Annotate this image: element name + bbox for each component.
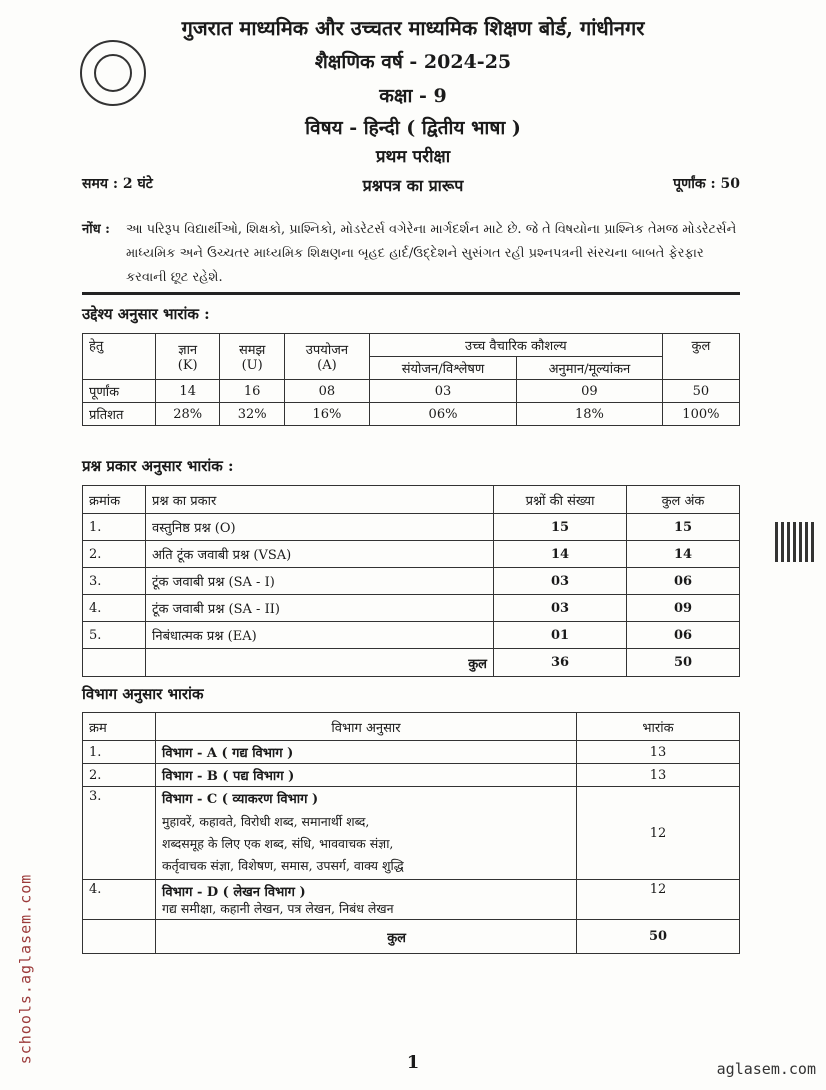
total-row (83, 649, 740, 677)
table-cell: 03 (369, 380, 516, 403)
table-cell: विभाग - B ( पद्य विभाग ) (156, 764, 577, 787)
table-cell: 16 (220, 380, 284, 403)
header-evaluation: अनुमान/मूल्यांकन (517, 357, 663, 380)
table-row (83, 541, 740, 568)
table-cell: 14 (494, 541, 627, 568)
table-cell: 28% (155, 403, 219, 426)
table-cell: अति टूंक जवाबी प्रश्न (VSA) (146, 541, 494, 568)
table-cell: 01 (494, 622, 627, 649)
table-cell: 36 (494, 649, 627, 677)
table-cell: 06% (369, 403, 516, 426)
divider (82, 292, 740, 295)
header-application: उपयोजन (A) (284, 334, 369, 380)
header-no: क्रम (83, 713, 156, 741)
header-knowledge: ज्ञान (K) (155, 334, 219, 380)
header-marks: कुल अंक (627, 486, 740, 514)
table-row (83, 403, 740, 426)
site-watermark: aglasem.com (716, 1060, 816, 1078)
table-cell: 15 (494, 514, 627, 541)
table-row (83, 764, 740, 787)
table-cell: 1. (83, 741, 156, 764)
table-cell: विभाग - A ( गद्य विभाग ) (156, 741, 577, 764)
page-number: 1 (406, 1052, 420, 1073)
header-synthesis: संयोजन/विश्लेषण (369, 357, 516, 380)
table-cell: 32% (220, 403, 284, 426)
total-row (83, 920, 740, 954)
header-no: क्रमांक (83, 486, 146, 514)
table-cell: 09 (517, 380, 663, 403)
table-cell (83, 920, 156, 954)
table-row (83, 514, 740, 541)
table-row (83, 741, 740, 764)
header-hetu: हेतु (83, 334, 156, 380)
academic-year: शैक्षणिक वर्ष - 2024-25 (314, 51, 512, 73)
table-cell: कुल (156, 920, 577, 954)
table-cell: 13 (577, 741, 740, 764)
note-label: नोंध : (82, 222, 110, 237)
table-cell: 4. (83, 880, 156, 920)
table-cell: 50 (662, 380, 739, 403)
subject-label: विषय - हिन्दी ( द्वितीय भाषा ) (305, 117, 521, 139)
table-row (83, 595, 740, 622)
table-cell: 12 (577, 787, 740, 880)
table-cell: 03 (494, 595, 627, 622)
table-cell: पूर्णांक (83, 380, 156, 403)
note (82, 218, 742, 290)
table-cell: 2. (83, 764, 156, 787)
objective-heading: उद्देश्य अनुसार भारांक : (82, 305, 210, 323)
table-cell: 13 (577, 764, 740, 787)
header-count: प्रश्नों की संख्या (494, 486, 627, 514)
watermark-vertical: schools.aglasem.com (16, 873, 35, 1065)
table-cell: 14 (627, 541, 740, 568)
header-higher-skills: उच्च वैचारिक कौशल्य (369, 334, 662, 357)
table-cell: विभाग - D ( लेखन विभाग ) गद्य समीक्षा, कहानी लेखन, पत्र लेखन, निबंध लेखन (156, 880, 577, 920)
qtype-table (82, 485, 740, 677)
table-cell: 3. (83, 568, 146, 595)
table-cell: 09 (627, 595, 740, 622)
qr-code (775, 522, 815, 562)
exam-label: प्रथम परीक्षा (375, 147, 451, 167)
table-cell: 1. (83, 514, 146, 541)
objective-table (82, 333, 740, 426)
qtype-heading: प्रश्न प्रकार अनुसार भारांक : (82, 457, 234, 475)
header-type: प्रश्न का प्रकार (146, 486, 494, 514)
table-cell: कुल (146, 649, 494, 677)
table-cell: 14 (155, 380, 219, 403)
doc-title: प्रश्नपत्र का प्रारूप (362, 176, 464, 195)
table-cell: टूंक जवाबी प्रश्न (SA - I) (146, 568, 494, 595)
table-cell: 100% (662, 403, 739, 426)
table-cell: 15 (627, 514, 740, 541)
table-row (83, 880, 740, 920)
table-cell: 12 (577, 880, 740, 920)
table-row (83, 622, 740, 649)
table-cell: 06 (627, 568, 740, 595)
header-section: विभाग अनुसार (156, 713, 577, 741)
section-table (82, 712, 740, 954)
table-cell: 08 (284, 380, 369, 403)
table-cell: 50 (627, 649, 740, 677)
table-cell: 4. (83, 595, 146, 622)
table-cell: 5. (83, 622, 146, 649)
table-cell: टूंक जवाबी प्रश्न (SA - II) (146, 595, 494, 622)
table-cell: विभाग - C ( व्याकरण विभाग ) मुहावरें, कहावते, विरोधी शब्द, समानार्थी शब्द, शब्दसमूह के लिए एक शब्द, संधि, भाववाचक संज्ञा, कर्तृवाचक संज्ञा, विशेषण, समास, उपसर्ग, वाक्य शुद्धि (156, 787, 577, 880)
table-row (83, 568, 740, 595)
table-row (83, 380, 740, 403)
header-marks: भारांक (577, 713, 740, 741)
table-cell: 06 (627, 622, 740, 649)
table-cell: 16% (284, 403, 369, 426)
header-understanding: समझ (U) (220, 334, 284, 380)
table-cell: 50 (577, 920, 740, 954)
class-label: कक्षा - 9 (379, 85, 447, 107)
section-heading: विभाग अनुसार भारांक (82, 685, 204, 703)
full-marks: पूर्णांक : 50 (673, 176, 740, 192)
table-cell: 3. (83, 787, 156, 880)
header-total: कुल (662, 334, 739, 380)
note-text: આ પરિરૂપ વિદ્યાર્થીઓ, શિક્ષકો, પ્રાશ્નિકો, મોડરેટર્સ વગેરેના માર્ગદર્શન માટે છે. જે તે વિષયોના પ્રાશ્નિક તેમજ મોડરેટર્સને માધ્યમિક અને ઉચ્ચતર માધ્યમિક શિક્ષણના બૃહદ હાર્દ/ઉદ્દેશને સુસંગત રહી પ્રશ્નપત્રની સંરચના બાબતે ફેરફાર કરવાની છૂટ રહેશે. (126, 222, 737, 285)
table-cell (83, 649, 146, 677)
table-cell: 2. (83, 541, 146, 568)
table-cell: प्रतिशत (83, 403, 156, 426)
table-cell: निबंधात्मक प्रश्न (EA) (146, 622, 494, 649)
time-label: समय : 2 घंटे (82, 176, 153, 192)
table-cell: 18% (517, 403, 663, 426)
table-cell: वस्तुनिष्ठ प्रश्न (O) (146, 514, 494, 541)
table-cell: 03 (494, 568, 627, 595)
board-name: गुजरात माध्यमिक और उच्चतर माध्यमिक शिक्षण बोर्ड, गांधीनगर (181, 16, 645, 40)
table-row (83, 787, 740, 880)
